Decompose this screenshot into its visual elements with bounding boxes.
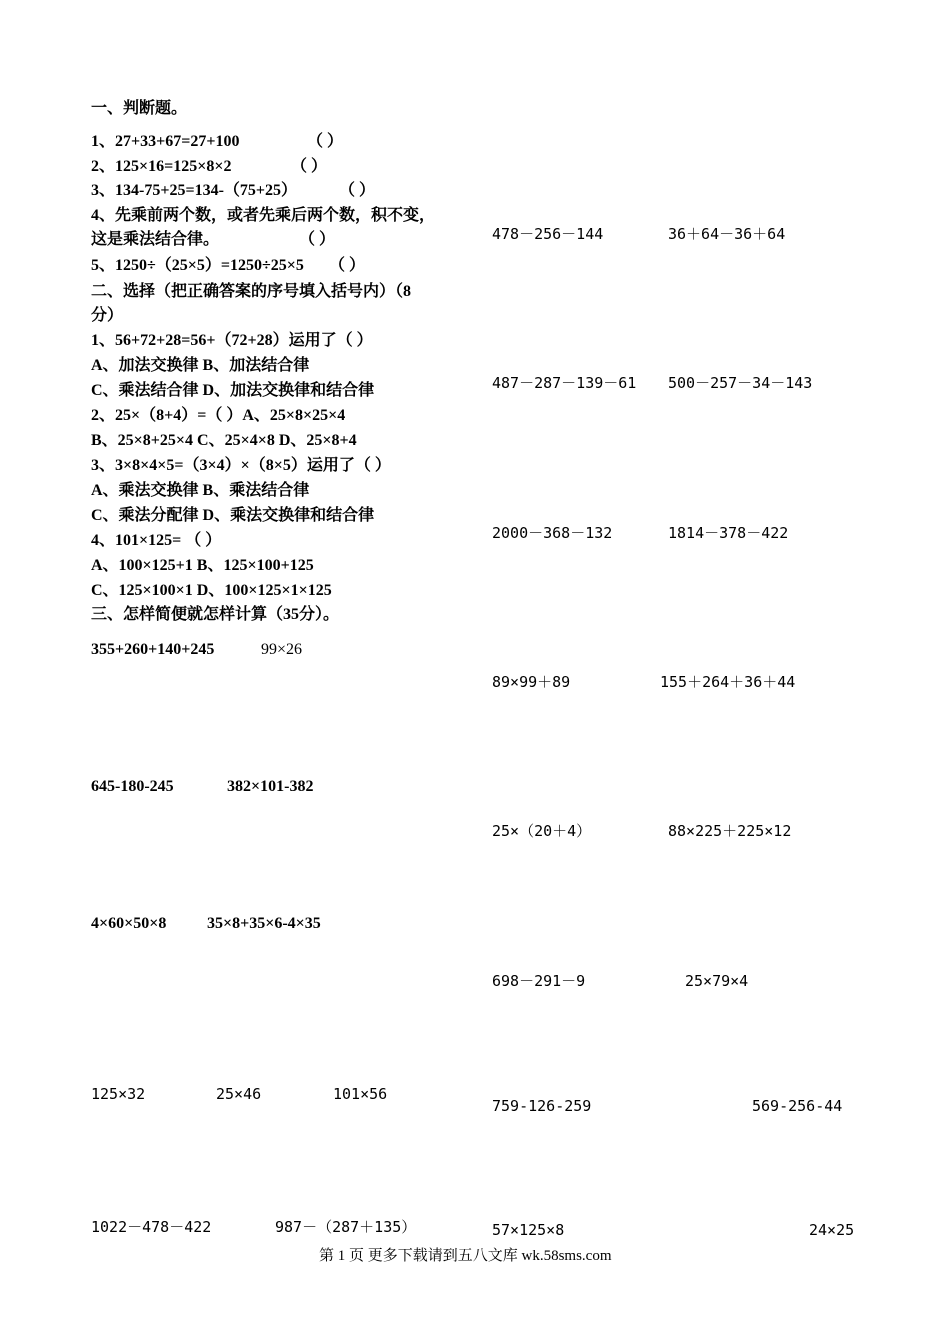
calc-right-8: 155＋264＋36＋44 [660, 673, 796, 691]
calc-right-3: 487－287－139－61 [492, 374, 637, 392]
section2-heading-cont: 分） [91, 307, 124, 324]
calc-left-4: 382×101-382 [227, 778, 314, 795]
judge-item-1: 1、27+33+67=27+100 [91, 133, 240, 150]
calc-right-1: 478－256－144 [492, 225, 604, 243]
section3-heading: 三、怎样简便就怎样计算（35分）。 [91, 606, 340, 623]
answer-bracket-1: （ ） [307, 133, 344, 150]
calc-left-11: 987－（287＋135） [275, 1218, 417, 1236]
choice-q2-options: B、25×8+25×4 C、25×4×8 D、25×8+4 [91, 432, 357, 449]
answer-bracket-3: （ ） [339, 182, 376, 199]
calc-left-1: 355+260+140+245 [91, 641, 215, 658]
answer-bracket-4: （ ） [299, 231, 336, 248]
calc-right-6: 1814－378－422 [668, 524, 789, 542]
choice-q3-options-cd: C、乘法分配律 D、乘法交换律和结合律 [91, 507, 375, 524]
calc-left-3: 645-180-245 [91, 778, 174, 795]
calc-right-9: 25×（20＋4） [492, 822, 592, 840]
choice-q4-options-ab: A、100×125+1 B、125×100+125 [91, 557, 314, 574]
page-footer: 第 1 页 更多下载请到五八文库 wk.58sms.com [319, 1248, 612, 1264]
calc-right-15: 57×125×8 [492, 1221, 565, 1239]
calc-right-14: 569-256-44 [752, 1097, 843, 1115]
choice-q4: 4、101×125= （ ） [91, 532, 222, 549]
answer-bracket-5: （ ） [329, 257, 366, 274]
answer-bracket-2: （ ） [291, 158, 328, 175]
calc-right-12: 25×79×4 [685, 972, 749, 990]
judge-item-3: 3、134-75+25=134-（75+25） [91, 182, 298, 199]
judge-item-4-cont: 这是乘法结合律。 [91, 231, 220, 248]
judge-item-5: 5、1250÷（25×5）=1250÷25×5 [91, 257, 304, 274]
choice-q1-options-cd: C、乘法结合律 D、加法交换律和结合律 [91, 382, 375, 399]
calc-right-7: 89×99＋89 [492, 673, 571, 691]
calc-right-11: 698－291－9 [492, 972, 586, 990]
calc-right-13: 759-126-259 [492, 1097, 592, 1115]
choice-q1: 1、56+72+28=56+（72+28）运用了（ ） [91, 332, 373, 349]
calc-left-9: 101×56 [333, 1085, 388, 1103]
calc-right-5: 2000－368－132 [492, 524, 613, 542]
judge-item-4: 4、先乘前两个数，或者先乘后两个数，积不变， [91, 207, 436, 224]
calc-left-10: 1022－478－422 [91, 1218, 212, 1236]
choice-q2: 2、25×（8+4）=（ ）A、25×8×25×4 [91, 407, 346, 424]
choice-q3: 3、3×8×4×5=（3×4）×（8×5）运用了（ ） [91, 457, 391, 474]
section2-heading: 二、选择（把正确答案的序号填入括号内）（8 [91, 283, 412, 300]
calc-right-4: 500－257－34－143 [668, 374, 813, 392]
calc-right-2: 36＋64－36＋64 [668, 225, 786, 243]
calc-left-5: 4×60×50×8 [91, 915, 167, 932]
choice-q4-options-cd: C、125×100×1 D、100×125×1×125 [91, 582, 332, 599]
choice-q1-options-ab: A、加法交换律 B、加法结合律 [91, 357, 310, 374]
calc-left-7: 125×32 [91, 1085, 146, 1103]
calc-right-16: 24×25 [809, 1221, 855, 1239]
section1-heading: 一、判断题。 [91, 100, 188, 117]
calc-left-8: 25×46 [216, 1085, 262, 1103]
judge-item-2: 2、125×16=125×8×2 [91, 158, 232, 175]
calc-right-10: 88×225＋225×12 [668, 822, 792, 840]
calc-left-2: 99×26 [261, 641, 303, 658]
calc-left-6: 35×8+35×6-4×35 [207, 915, 321, 932]
choice-q3-options-ab: A、乘法交换律 B、乘法结合律 [91, 482, 310, 499]
